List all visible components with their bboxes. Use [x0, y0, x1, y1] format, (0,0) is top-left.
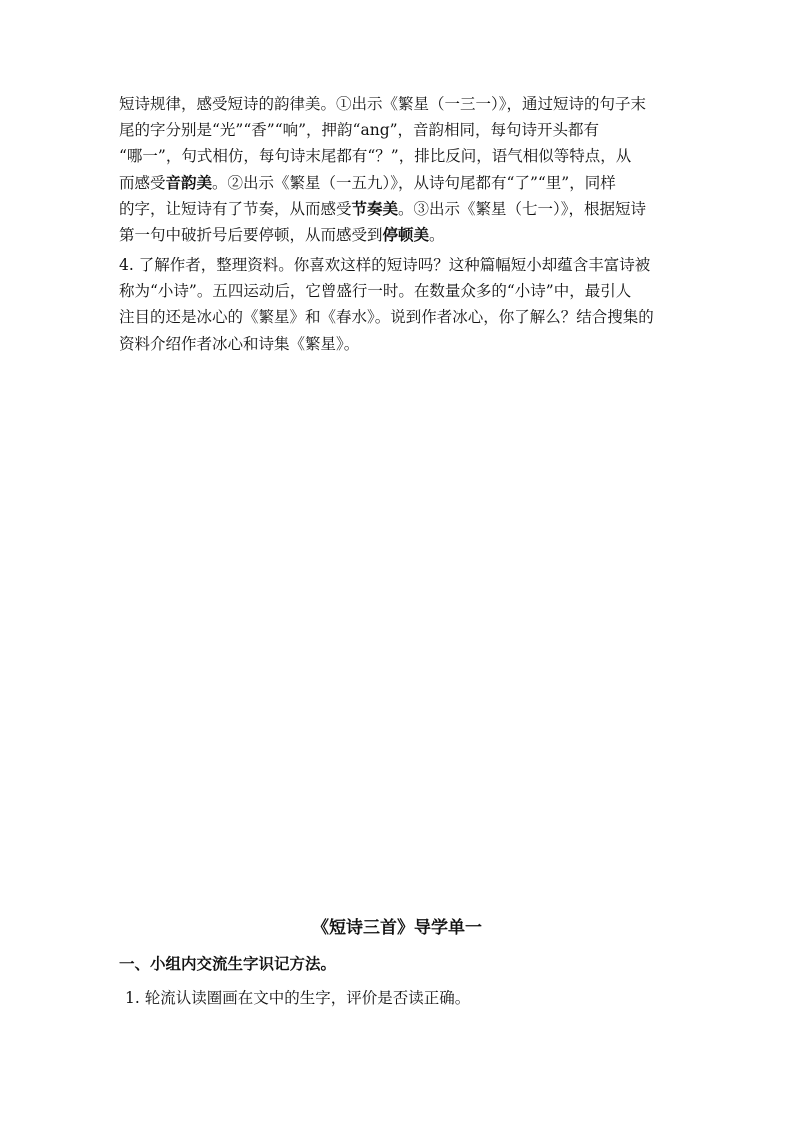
text-line: “哪一”，句式相仿，每句诗末尾都有“？”，排比反问，语气相似等特点，从 — [119, 147, 632, 166]
worksheet-title: 《短诗三首》导学单一 — [312, 918, 482, 938]
section-heading: 一、小组内交流生字识记方法。 — [119, 954, 337, 973]
text-line — [119, 196, 679, 222]
text-line: 4. 了解作者，整理资料。你喜欢这样的短诗吗？这种篇幅短小却蕴含丰富诗被 — [119, 256, 651, 274]
list-item: 1. 轮流认读圈画在文中的生字，评价是否读正确。 — [125, 989, 471, 1007]
text-line — [119, 170, 679, 196]
text-run: 而感受 — [119, 173, 166, 192]
text-run: 。 — [429, 225, 445, 244]
text-line — [119, 222, 679, 248]
emphasis-pause-beauty: 停顿美 — [382, 224, 430, 244]
paragraph-author-info — [119, 252, 679, 357]
text-line: 称为“小诗”。五四运动后，它曾盛行一时。在数量众多的“小诗”中，最引人 — [119, 282, 632, 301]
emphasis-rhyme-beauty: 音韵美 — [165, 172, 213, 192]
text-line: 短诗规律，感受短诗的韵律美。①出示《繁星（一三一）》，通过短诗的句子末 — [119, 95, 647, 113]
text-run: 第一句中破折号后要停顿，从而感受到 — [119, 225, 383, 244]
text-line: 注目的还是冰心的《繁星》和《春水》。说到作者冰心，你了解么？结合搜集的 — [119, 308, 654, 327]
emphasis-rhythm-beauty: 节奏美 — [351, 198, 399, 218]
text-line: 尾的字分别是“光”“香”“响”，押韵“ang”，音韵相同，每句诗开头都有 — [119, 121, 600, 140]
text-run: 的字，让短诗有了节奏，从而感受 — [119, 199, 352, 218]
text-run: 。②出示《繁星（一五九）》，从诗句尾都有“了”“里”，同样 — [212, 173, 616, 192]
paragraph-poem-rhythm — [119, 91, 679, 248]
text-line: 资料介绍作者冰心和诗集《繁星》。 — [119, 334, 360, 353]
text-run: 。③出示《繁星（七一）》，根据短诗 — [398, 199, 647, 218]
